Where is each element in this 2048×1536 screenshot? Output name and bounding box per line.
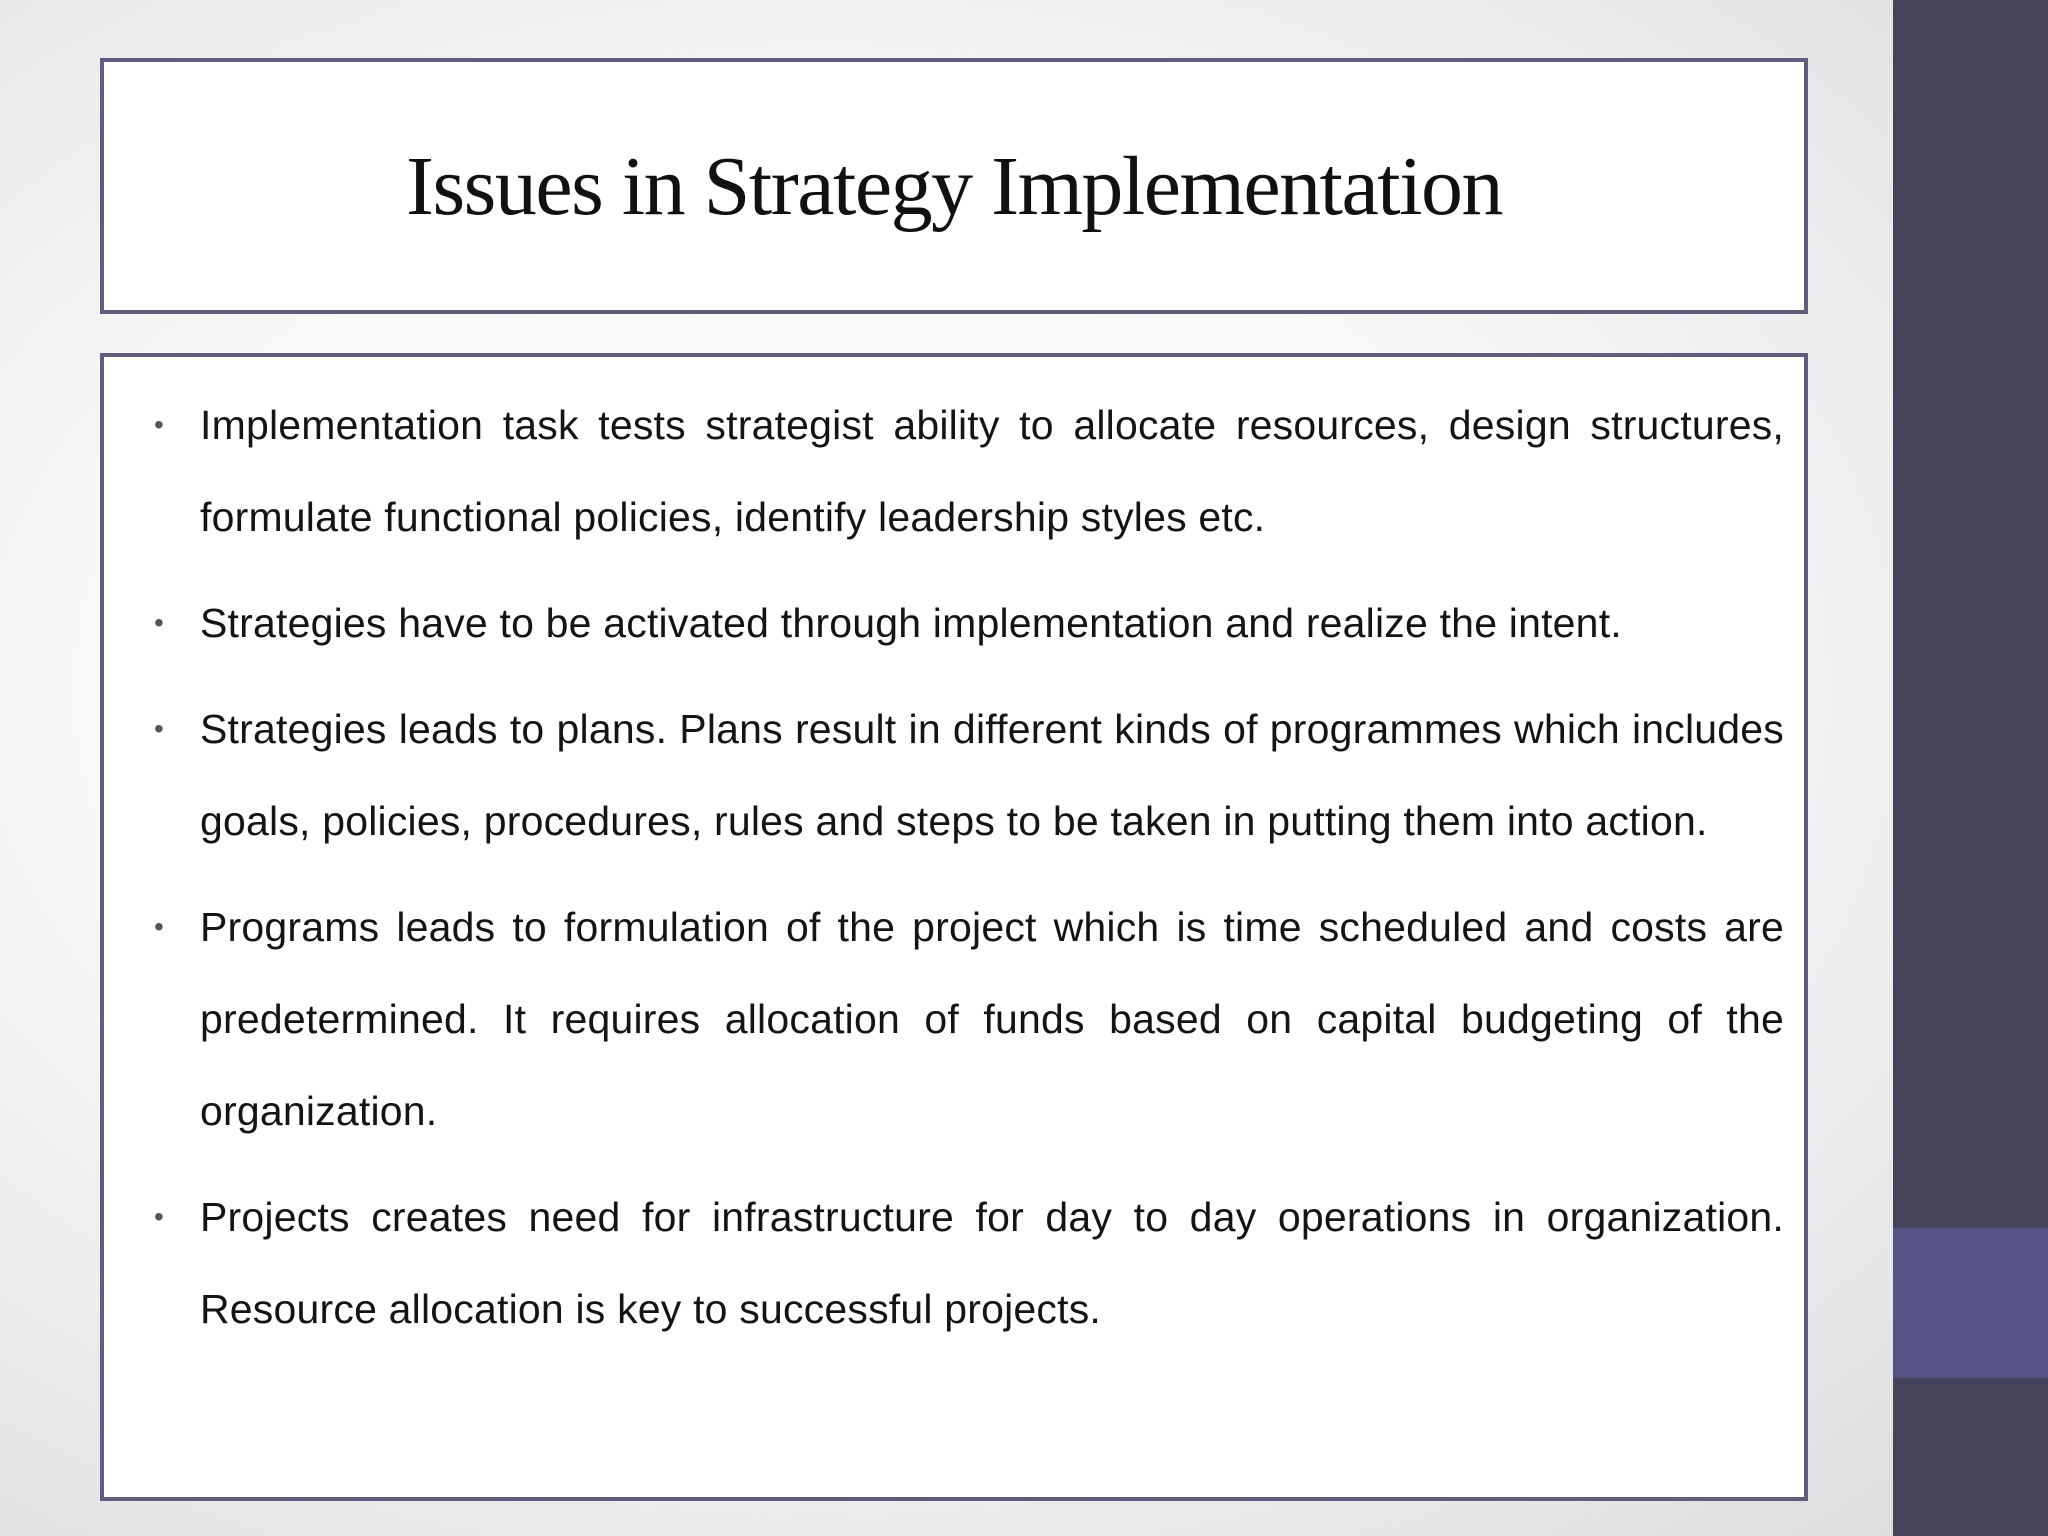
bullet-icon: • bbox=[154, 911, 164, 942]
list-item bbox=[104, 881, 1804, 1157]
content-box bbox=[100, 353, 1808, 1501]
bullet-icon: • bbox=[154, 409, 164, 440]
list-item bbox=[104, 683, 1804, 867]
bullet-text: Projects creates need for infrastructure for day to day operations in organization. Resource allocation is key to successful projects. bbox=[200, 1194, 1784, 1332]
list-item bbox=[104, 379, 1804, 563]
bullet-icon: • bbox=[154, 607, 164, 638]
list-item bbox=[104, 577, 1804, 669]
title-box bbox=[100, 58, 1808, 314]
bullet-text: Strategies leads to plans. Plans result in different kinds of programmes which includes goals, policies, procedures, rules and steps to be taken in putting them into action. bbox=[200, 706, 1784, 844]
bullet-text: Implementation task tests strategist ability to allocate resources, design structures, formulate functional policies, identify leadership styles etc. bbox=[200, 402, 1784, 540]
slide-title: Issues in Strategy Implementation bbox=[406, 139, 1502, 233]
bullet-text: Strategies have to be activated through implementation and realize the intent. bbox=[200, 600, 1622, 646]
bullet-text: Programs leads to formulation of the project which is time scheduled and costs are predetermined. It requires allocation of funds based on capital budgeting of the organization. bbox=[200, 904, 1784, 1134]
side-panel-accent bbox=[1893, 1228, 2048, 1378]
bullet-list bbox=[104, 379, 1804, 1369]
list-item bbox=[104, 1171, 1804, 1355]
bullet-icon: • bbox=[154, 713, 164, 744]
bullet-icon: • bbox=[154, 1201, 164, 1232]
